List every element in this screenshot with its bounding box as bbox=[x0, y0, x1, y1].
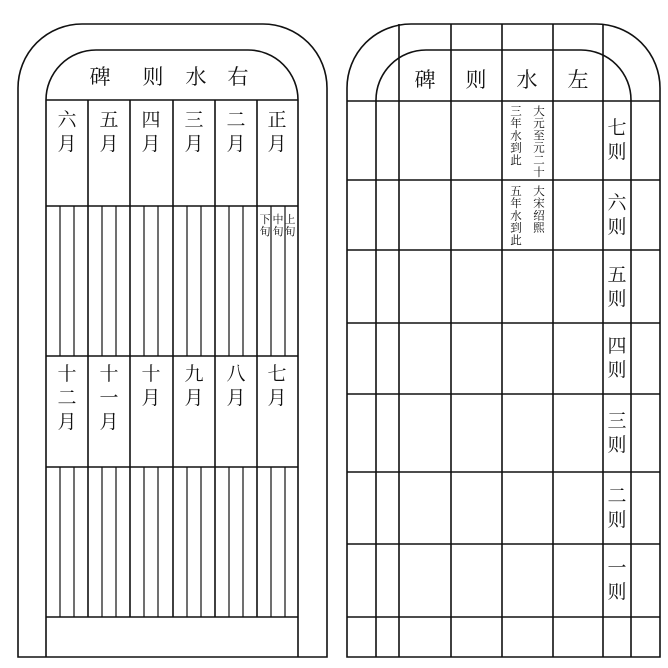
month-label: 六月 bbox=[57, 109, 77, 155]
right-title-char: 则 bbox=[142, 65, 164, 89]
month-label: 九月 bbox=[184, 363, 204, 409]
right-title-char: 碑 bbox=[89, 65, 111, 89]
right-stele-title bbox=[90, 65, 249, 89]
rule-label: 四则 bbox=[607, 335, 627, 381]
left-title-char: 水 bbox=[516, 68, 538, 92]
xun-label: 中旬 bbox=[272, 213, 284, 238]
left-title-char: 碑 bbox=[414, 68, 436, 92]
right-stele bbox=[18, 24, 327, 657]
rule-label: 二则 bbox=[607, 485, 627, 531]
inscription-text: 三年水到此 bbox=[510, 104, 522, 167]
month-label: 三月 bbox=[184, 109, 204, 155]
rule-label: 五则 bbox=[607, 264, 627, 310]
month-label: 十二月 bbox=[57, 363, 77, 433]
right-title-char: 水 bbox=[185, 65, 207, 89]
left-stele-inner-outline bbox=[376, 50, 631, 657]
right-title-char: 右 bbox=[227, 65, 249, 89]
rule-labels bbox=[607, 117, 627, 603]
inscription-text: 大元至元二十 bbox=[533, 104, 545, 179]
inscription-text: 大宋绍熙 bbox=[533, 184, 545, 235]
month-label: 正月 bbox=[267, 109, 287, 155]
upper-month-labels bbox=[57, 109, 286, 155]
flood-inscriptions bbox=[510, 104, 545, 247]
rule-label: 三则 bbox=[607, 410, 627, 456]
month-label: 八月 bbox=[226, 363, 246, 409]
month-label: 五月 bbox=[99, 109, 119, 155]
month-label: 二月 bbox=[226, 109, 246, 155]
month-label: 四月 bbox=[141, 109, 161, 155]
lower-month-labels bbox=[57, 363, 286, 433]
xun-label: 上旬 bbox=[284, 213, 296, 238]
right-stele-inner-outline bbox=[46, 50, 298, 657]
left-title-char: 左 bbox=[567, 68, 589, 92]
left-title-char: 则 bbox=[465, 68, 487, 92]
inscription-text: 五年水到此 bbox=[510, 184, 522, 247]
left-stele bbox=[347, 24, 660, 657]
month-label: 十一月 bbox=[99, 363, 119, 433]
rule-label: 六则 bbox=[607, 192, 627, 238]
xun-labels bbox=[260, 212, 296, 238]
month-label: 七月 bbox=[267, 363, 287, 409]
rule-label: 一则 bbox=[607, 557, 627, 603]
xun-label: 下旬 bbox=[259, 213, 271, 238]
rule-label: 七则 bbox=[607, 117, 627, 163]
month-label: 十月 bbox=[141, 363, 161, 409]
